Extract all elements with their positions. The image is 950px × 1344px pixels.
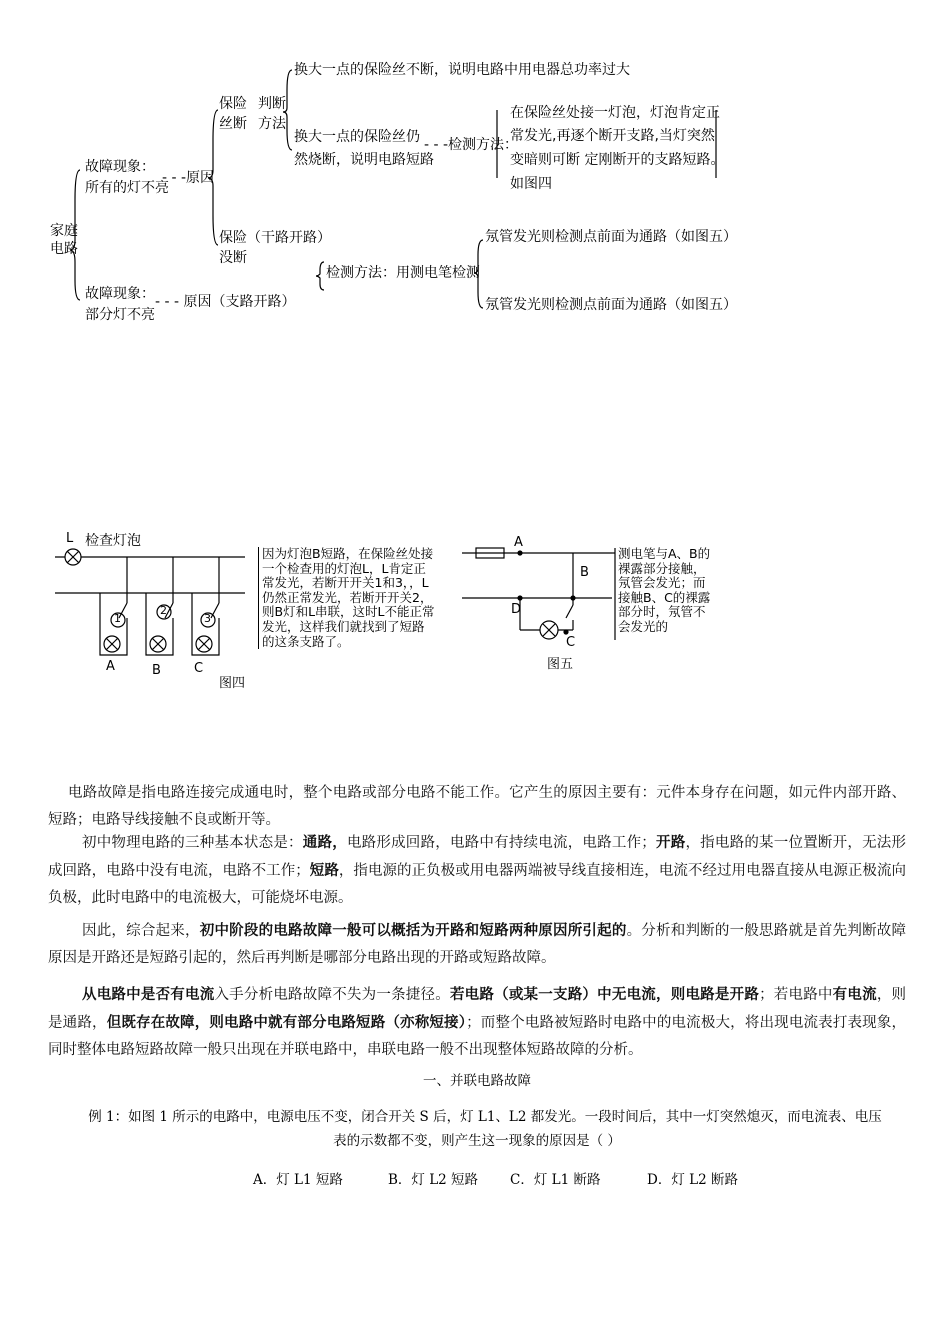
term-closed: 通路， [302,834,347,851]
key-phrase: 从电路中是否有电流 [82,986,215,1003]
neon-1: 氖管发光则检测点前面为通路（如图五） [485,229,737,245]
key-sentence: 初中阶段的电路故障一般可以概括为开路和短路两种原因所引起的 [199,922,627,939]
fuse-ok-a: 保险（干路开路） [219,230,331,246]
fig5-description [618,547,738,635]
paragraph-definition: 电路故障是指电路连接完成通电时，整个电路或部分电路不能工作。它产生的原因主要有：元件本身存在问题，如元件内部开路、短路；电路导线接触不良或断开等。 [48,785,906,828]
text: ，则是通路， [48,987,907,1031]
judge-b: 方法 [258,116,286,132]
fuse-blown-a: 保险 [219,96,247,112]
paragraph-summary [48,917,906,972]
example-1: 例 1：如图 1 所示的电路中，电源电压不变，闭合开关 S 后，灯 L1、L2 都发光。一段时间后，其中一灯突然熄灭，而电流表、电压表的示数都不变，则产生这一现象的原因是（ ） [88,1109,882,1149]
neon-2: 氖管发光则检测点前面为通路（如图五） [485,297,737,313]
fault2-label: 故障现象： [85,286,155,302]
detect1-desc-4: 如图四 [510,176,552,192]
fig4-desc-line: 的这条支路了。 [262,633,350,649]
text: 电路形成回路，电路中有持续电流，电路工作； [346,835,656,851]
fig4-caption: 图四 [219,676,246,691]
option-c[interactable]: C．灯 L1 断路 [510,1172,601,1188]
fig4-bulb-b: B [152,663,161,678]
cause2: - - - 原因（支路开路） [155,294,296,310]
fig4-desc-line: 则B灯和L串联，这时L不能正常 [262,604,435,620]
tree-root: 家庭 电路 [50,223,78,257]
fault1-label: 故障现象： [85,159,155,175]
key-phrase: 但既存在故障，则电路中就有部分电路短路（亦称短接） [106,1014,467,1031]
fuse-blown-b: 丝断 [219,116,247,132]
option-b[interactable]: B．灯 L2 短路 [388,1172,479,1188]
fig5-desc-line: 氖管会发光；而 [618,575,706,591]
option-d[interactable]: D．灯 L2 断路 [647,1172,738,1188]
detect2-label: 检测方法：用测电笔检测 [326,265,480,281]
term-open: 开路 [655,834,686,851]
key-phrase: 若电路（或某一支路）中无电流，则电路是开路 [449,986,760,1003]
fuse-ok-b: 没断 [219,250,247,266]
fig5-point-b: B [580,565,589,580]
fig5-point-a: A [514,535,523,550]
fig4-bulb-a: A [106,659,115,674]
fig4-desc-line: 常发光，若断开开关1和3，，L [262,575,429,591]
fig5-caption: 图五 [547,657,574,672]
term-short: 短路 [309,862,339,879]
fig5-desc-line: 测电笔与A、B的 [618,546,711,561]
text: 初中物理电路的三种基本状态是： [82,835,303,851]
fig4-switch-1: 1 [114,612,121,625]
fig4-switch-3: 3 [204,612,211,625]
fig4-desc-line: 因为灯泡B短路，在保险丝处接 [262,546,434,561]
key-phrase: 有电流 [832,986,877,1003]
fault1-desc: 所有的灯不亮 [85,180,169,196]
fig4-lamp-label: L [66,531,74,546]
detect1-desc-1: 在保险丝处接一灯泡，灯泡肯定正 [510,105,720,121]
text: 。分析和判断的一般思路就是首先判断故障原因是开路还是短路引起的，然后再判断是哪部分电路出现的开路或短路故障。 [48,923,907,966]
fig5-point-c: C [566,635,576,650]
section-heading: 一、并联电路故障 [423,1073,531,1089]
fig5-desc-line: 部分时，氖管不 [618,604,706,620]
option-a[interactable]: A．灯 L1 短路 [253,1172,343,1188]
fig5-point-d: D [511,602,522,617]
paragraph-states [48,829,906,912]
fig4-switch-2: 2 [160,604,167,617]
judge-2b: 然烧断，说明电路短路 [294,152,434,168]
text: ；若电路中 [759,987,833,1003]
detect1-desc-2: 常发光,再逐个断开支路,当灯突然 [510,128,715,144]
fig4-bulb-c: C [194,661,204,676]
judge-1: 换大一点的保险丝不断，说明电路中用电器总功率过大 [294,62,630,78]
fig5-desc-line: 裸露部分接触， [618,560,706,576]
text: ，指电源的正负极或用电器两端被导线直接相连，电流不经过用电器直接从电源正极流向负极，此时电路中的电流极大，可能烧坏电源。 [48,863,907,906]
text: ，指电路的某一位置断开，无法形成回路，电路中没有电流，电路不工作； [48,835,907,879]
fig5-desc-line: 会发光的 [618,618,669,634]
judge-2a: 换大一点的保险丝仍 [294,129,420,145]
fig4-desc-line: 仍然正常发光，若断开开关2， [262,589,433,605]
fig4-desc-line: 一个检查用的灯泡L，L肯定正 [262,560,426,576]
judge-a: 判断 [258,96,286,112]
fig4-desc-line: 发光，这样我们就找到了短路 [262,618,425,634]
fault2-desc: 部分灯不亮 [85,307,155,323]
detect1-desc-3: 变暗则可断 定刚断开的支路短路。 [510,152,725,168]
text: 因此，综合起来， [82,923,200,939]
text: 入手分析电路故障不失为一条捷径。 [214,987,450,1003]
fig4-title: 检查灯泡 [85,533,141,549]
detect1-label: - - -检测方法： [424,137,519,153]
cause1: - - -原因 [162,170,215,186]
text: ；而整个电路被短路时电路中的电流极大，将出现电流表打表现象，同时整体电路短路故障一般只出现在并联电路中，串联电路一般不出现整体短路故障的分析。 [48,1015,907,1058]
paragraph-method [48,981,906,1064]
fig5-desc-line: 接触B、C的裸露 [618,589,711,605]
